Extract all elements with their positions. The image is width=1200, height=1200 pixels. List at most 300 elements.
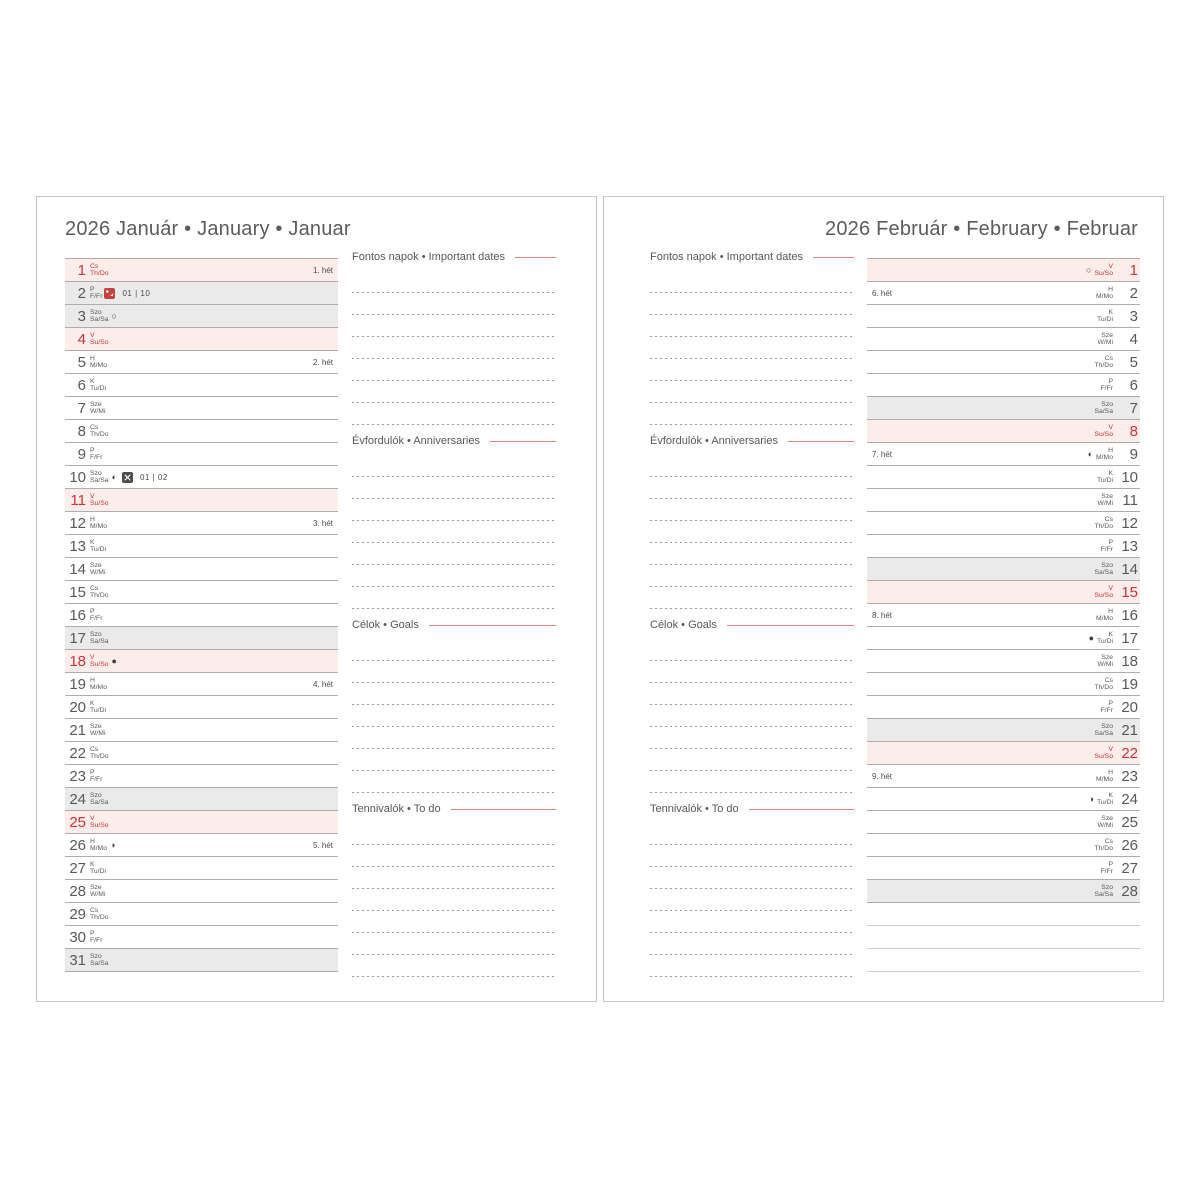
- day-abbrev-hu: P: [1108, 700, 1113, 707]
- month-title-january: 2026 Január • January • Januar: [65, 218, 351, 240]
- day-abbreviation: [90, 424, 109, 438]
- note-line: [352, 565, 556, 587]
- day-abbrev-en-de: W/Mi: [1097, 661, 1113, 668]
- note-line: [650, 359, 854, 381]
- day-abbrev-en-de: Th/Do: [1094, 684, 1113, 691]
- day-abbreviation: [90, 608, 102, 622]
- day-abbreviation: [1094, 838, 1113, 852]
- section-goals: [352, 611, 556, 795]
- day-number: 13: [69, 537, 86, 555]
- note-line: [650, 477, 854, 499]
- day-number: 1: [1129, 261, 1138, 279]
- calendar-day-row: [65, 604, 338, 627]
- week-number-label: 8. hét: [872, 610, 893, 620]
- day-abbrev-hu: Cs: [1104, 355, 1113, 362]
- note-line: [650, 403, 854, 425]
- day-abbrev-hu: V: [90, 493, 95, 500]
- section-label-goals: Célok • Goals: [650, 619, 717, 631]
- day-abbrev-en-de: W/Mi: [1097, 500, 1113, 507]
- day-number: 21: [1121, 721, 1138, 739]
- note-line: [352, 749, 556, 771]
- day-abbrev-en-de: Tu/Di: [1097, 638, 1113, 645]
- note-line: [352, 381, 556, 403]
- note-line: [650, 639, 854, 661]
- january-notes-column: [352, 243, 556, 979]
- planner-page-january: [36, 196, 597, 1002]
- calendar-day-row: [867, 259, 1140, 282]
- day-abbrev-hu: P: [1108, 378, 1113, 385]
- day-abbrev-hu: Sze: [1101, 815, 1113, 822]
- day-number: 11: [70, 491, 86, 509]
- day-abbrev-hu: Sze: [90, 723, 102, 730]
- section-label-anniversaries: Évfordulók • Anniversaries: [352, 435, 480, 447]
- day-abbrev-hu: Szo: [1101, 401, 1113, 408]
- day-number: 4: [77, 330, 86, 348]
- february-notes-column: [650, 243, 854, 979]
- section-label-anniversaries: Évfordulók • Anniversaries: [650, 435, 778, 447]
- day-abbreviation: [1094, 562, 1113, 576]
- calendar-day-row: [65, 443, 338, 466]
- section-rule: [727, 625, 854, 626]
- day-abbrev-en-de: Sa/Sa: [1094, 730, 1113, 737]
- day-abbreviation: [1097, 631, 1113, 645]
- empty-row: [867, 949, 1140, 972]
- day-abbrev-en-de: Sa/Sa: [1094, 569, 1113, 576]
- day-abbrev-hu: V: [1108, 585, 1113, 592]
- day-abbrev-hu: Szo: [90, 792, 102, 799]
- day-abbreviation: [90, 792, 109, 806]
- day-number: 25: [69, 813, 86, 831]
- day-abbrev-hu: V: [1108, 263, 1113, 270]
- calendar-day-row: [867, 466, 1140, 489]
- swap-date-label: 01 | 10: [122, 288, 151, 298]
- day-number: 2: [1129, 284, 1138, 302]
- note-line: [352, 315, 556, 337]
- calendar-day-row: [867, 374, 1140, 397]
- day-abbrev-en-de: Th/Do: [90, 431, 109, 438]
- note-line: [650, 889, 854, 911]
- week-number-label: 1. hét: [312, 265, 333, 275]
- day-number: 12: [1121, 514, 1138, 532]
- calendar-day-row: [65, 397, 338, 420]
- note-line: [650, 705, 854, 727]
- calendar-day-row: [65, 696, 338, 719]
- calendar-day-row: [867, 305, 1140, 328]
- section-rule: [788, 441, 854, 442]
- calendar-day-row: [65, 374, 338, 397]
- calendar-day-row: [65, 650, 338, 673]
- day-abbrev-en-de: Tu/Di: [90, 546, 106, 553]
- calendar-day-row: [65, 282, 338, 305]
- day-abbreviation: [90, 677, 107, 691]
- day-abbreviation: [90, 516, 107, 530]
- note-line: [650, 455, 854, 477]
- moon-last-icon: ◐: [111, 471, 117, 482]
- day-abbrev-en-de: Sa/Sa: [90, 799, 109, 806]
- day-abbrev-en-de: F/Fr: [1100, 385, 1113, 392]
- section-rule: [429, 625, 556, 626]
- day-number: 18: [1121, 652, 1138, 670]
- calendar-day-row: [65, 903, 338, 926]
- moon-new-icon: ●: [111, 655, 117, 666]
- week-number-label: 6. hét: [872, 288, 893, 298]
- week-number-label: 7. hét: [872, 449, 893, 459]
- day-number: 29: [69, 905, 86, 923]
- day-number: 7: [1129, 399, 1138, 417]
- day-abbrev-en-de: Th/Do: [1094, 523, 1113, 530]
- calendar-day-row: [867, 788, 1140, 811]
- day-number: 7: [77, 399, 86, 417]
- section-rule: [490, 441, 556, 442]
- note-line: [650, 337, 854, 359]
- note-line: [650, 727, 854, 749]
- day-abbreviation: [1094, 746, 1113, 760]
- calendar-day-row: [65, 742, 338, 765]
- day-abbreviation: [90, 907, 109, 921]
- day-number: 13: [1121, 537, 1138, 555]
- calendar-day-row: [867, 351, 1140, 374]
- note-line: [352, 867, 556, 889]
- day-abbreviation: [90, 263, 109, 277]
- day-abbrev-en-de: F/Fr: [90, 937, 103, 944]
- calendar-day-row: [65, 673, 338, 696]
- day-abbreviation: [90, 286, 102, 300]
- note-line: [650, 661, 854, 683]
- day-abbrev-en-de: Tu/Di: [1097, 799, 1113, 806]
- note-line: [650, 315, 854, 337]
- day-number: 28: [69, 882, 86, 900]
- january-day-grid: [65, 258, 338, 972]
- calendar-day-row: [867, 857, 1140, 880]
- day-number: 24: [1121, 790, 1138, 808]
- day-abbrev-hu: Sze: [1101, 332, 1113, 339]
- day-number: 4: [1129, 330, 1138, 348]
- day-abbrev-en-de: Su/So: [90, 661, 109, 668]
- moon-last-icon: ◐: [1087, 448, 1093, 459]
- week-number-label: 2. hét: [312, 357, 333, 367]
- day-number: 27: [69, 859, 86, 877]
- day-abbrev-en-de: F/Fr: [1100, 707, 1113, 714]
- february-day-grid: [867, 258, 1140, 972]
- day-abbrev-hu: Sze: [90, 401, 102, 408]
- calendar-day-row: [867, 282, 1140, 305]
- calendar-day-row: [65, 328, 338, 351]
- note-line: [352, 455, 556, 477]
- note-line: [352, 955, 556, 977]
- day-abbrev-hu: Cs: [90, 907, 99, 914]
- day-abbrev-hu: H: [1108, 447, 1113, 454]
- day-abbreviation: [90, 355, 107, 369]
- calendar-day-row: [867, 719, 1140, 742]
- calendar-day-row: [65, 765, 338, 788]
- calendar-day-row: [65, 834, 338, 857]
- day-abbreviation: [90, 585, 109, 599]
- moon-new-icon: ●: [1088, 632, 1094, 643]
- day-abbrev-hu: Sze: [90, 562, 102, 569]
- moon-full-icon: ○: [1086, 264, 1092, 275]
- section-rule: [515, 257, 556, 258]
- note-line: [352, 271, 556, 293]
- day-abbrev-hu: V: [90, 654, 95, 661]
- note-line: [352, 845, 556, 867]
- day-abbreviation: [90, 332, 109, 346]
- day-number: 14: [1121, 560, 1138, 578]
- day-abbrev-hu: H: [1108, 286, 1113, 293]
- day-abbrev-hu: Szo: [1101, 884, 1113, 891]
- note-line: [650, 381, 854, 403]
- day-abbrev-hu: K: [1108, 309, 1113, 316]
- calendar-day-row: [65, 512, 338, 535]
- day-number: 25: [1121, 813, 1138, 831]
- day-number: 23: [69, 767, 86, 785]
- day-abbrev-en-de: Tu/Di: [1097, 477, 1113, 484]
- week-number-label: 3. hét: [312, 518, 333, 528]
- day-abbrev-en-de: W/Mi: [1097, 339, 1113, 346]
- day-abbrev-hu: Cs: [90, 746, 99, 753]
- day-number: 23: [1121, 767, 1138, 785]
- day-number: 20: [1121, 698, 1138, 716]
- day-abbrev-en-de: M/Mo: [90, 845, 107, 852]
- day-abbreviation: [1098, 493, 1113, 507]
- calendar-day-row: [65, 466, 338, 489]
- day-abbreviation: [90, 838, 107, 852]
- calendar-day-row: [867, 765, 1140, 788]
- day-abbrev-hu: H: [90, 355, 95, 362]
- note-line: [352, 587, 556, 609]
- calendar-day-row: [867, 581, 1140, 604]
- day-abbrev-hu: K: [90, 539, 95, 546]
- day-number: 19: [1121, 675, 1138, 693]
- day-abbrev-hu: Szo: [1101, 562, 1113, 569]
- note-line: [650, 867, 854, 889]
- day-abbrev-hu: K: [90, 861, 95, 868]
- section-todo: [352, 795, 556, 979]
- calendar-day-row: [65, 351, 338, 374]
- day-number: 27: [1121, 859, 1138, 877]
- calendar-day-row: [65, 305, 338, 328]
- day-abbrev-hu: Szo: [90, 470, 102, 477]
- day-abbrev-hu: K: [90, 378, 95, 385]
- day-abbrev-en-de: W/Mi: [90, 730, 106, 737]
- day-number: 16: [69, 606, 86, 624]
- calendar-day-row: [867, 420, 1140, 443]
- day-abbrev-en-de: Th/Do: [90, 270, 109, 277]
- calendar-day-row: [867, 650, 1140, 673]
- day-number: 6: [77, 376, 86, 394]
- day-abbreviation: [90, 930, 102, 944]
- day-abbrev-en-de: Sa/Sa: [90, 638, 109, 645]
- note-line: [352, 543, 556, 565]
- day-abbrev-hu: H: [90, 677, 95, 684]
- day-abbreviation: [1094, 355, 1113, 369]
- day-abbrev-hu: Cs: [1104, 677, 1113, 684]
- calendar-day-row: [867, 834, 1140, 857]
- section-anniversaries: [650, 427, 854, 611]
- calendar-day-row: [65, 535, 338, 558]
- day-abbreviation: [90, 539, 106, 553]
- day-abbreviation: [90, 769, 102, 783]
- day-abbrev-hu: Cs: [90, 263, 99, 270]
- day-number: 21: [69, 721, 86, 739]
- note-line: [650, 521, 854, 543]
- day-abbrev-hu: K: [90, 700, 95, 707]
- day-number: 22: [1121, 744, 1138, 762]
- day-abbrev-en-de: Su/So: [1094, 592, 1113, 599]
- calendar-day-row: [65, 880, 338, 903]
- day-abbrev-en-de: W/Mi: [1097, 822, 1113, 829]
- day-abbreviation: [1094, 516, 1113, 530]
- day-abbreviation: [1097, 470, 1113, 484]
- section-label-important-dates: Fontos napok • Important dates: [352, 251, 506, 263]
- day-abbreviation: [90, 654, 109, 668]
- day-number: 6: [1129, 376, 1138, 394]
- day-abbrev-hu: Sze: [1101, 654, 1113, 661]
- day-abbreviation: [90, 562, 105, 576]
- day-number: 8: [1129, 422, 1138, 440]
- day-abbrev-hu: V: [1108, 424, 1113, 431]
- day-abbreviation: [1098, 815, 1113, 829]
- day-number: 20: [69, 698, 86, 716]
- calendar-day-row: [65, 949, 338, 972]
- day-abbreviation: [1094, 677, 1113, 691]
- note-line: [352, 771, 556, 793]
- moon-first-icon: ◑: [1088, 793, 1094, 804]
- work-day-swap-icon: [122, 472, 133, 483]
- section-rule: [813, 257, 854, 258]
- day-abbrev-en-de: F/Fr: [1100, 868, 1113, 875]
- day-abbrev-en-de: Tu/Di: [1097, 316, 1113, 323]
- day-abbrev-hu: P: [90, 447, 95, 454]
- day-abbrev-en-de: Th/Do: [1094, 362, 1113, 369]
- day-abbreviation: [1094, 884, 1113, 898]
- planner-page-february: [603, 196, 1164, 1002]
- calendar-day-row: [65, 558, 338, 581]
- empty-row: [867, 903, 1140, 926]
- calendar-day-row: [867, 489, 1140, 512]
- day-number: 30: [69, 928, 86, 946]
- note-line: [650, 565, 854, 587]
- day-number: 9: [1129, 445, 1138, 463]
- day-abbrev-en-de: M/Mo: [1096, 615, 1113, 622]
- day-number: 22: [69, 744, 86, 762]
- day-number: 17: [69, 629, 86, 647]
- day-number: 15: [69, 583, 86, 601]
- day-abbrev-en-de: F/Fr: [90, 776, 103, 783]
- note-line: [352, 727, 556, 749]
- day-number: 24: [69, 790, 86, 808]
- week-number-label: 4. hét: [312, 679, 333, 689]
- day-abbrev-hu: P: [1108, 539, 1113, 546]
- day-abbrev-hu: P: [90, 286, 95, 293]
- section-label-todo: Tennivalók • To do: [650, 803, 739, 815]
- day-abbreviation: [90, 700, 106, 714]
- day-abbrev-en-de: Sa/Sa: [1094, 891, 1113, 898]
- day-abbrev-hu: Szo: [90, 953, 102, 960]
- day-abbrev-en-de: Tu/Di: [90, 868, 106, 875]
- day-abbrev-en-de: M/Mo: [1096, 454, 1113, 461]
- day-abbreviation: [1096, 608, 1113, 622]
- day-abbrev-hu: P: [1108, 861, 1113, 868]
- calendar-day-row: [867, 512, 1140, 535]
- note-line: [650, 271, 854, 293]
- day-abbrev-hu: Szo: [90, 631, 102, 638]
- day-abbrev-hu: K: [1108, 792, 1113, 799]
- day-number: 28: [1121, 882, 1138, 900]
- day-abbrev-en-de: Th/Do: [90, 914, 109, 921]
- day-number: 15: [1121, 583, 1138, 601]
- day-number: 14: [69, 560, 86, 578]
- calendar-day-row: [65, 788, 338, 811]
- day-abbrev-en-de: F/Fr: [90, 293, 103, 300]
- calendar-day-row: [867, 328, 1140, 351]
- day-number: 11: [1122, 491, 1138, 509]
- day-abbrev-en-de: W/Mi: [90, 891, 106, 898]
- calendar-day-row: [65, 581, 338, 604]
- section-rule: [451, 809, 556, 810]
- day-number: 16: [1121, 606, 1138, 624]
- day-number: 31: [69, 951, 86, 969]
- day-abbreviation: [1094, 263, 1113, 277]
- note-line: [352, 683, 556, 705]
- day-abbreviation: [90, 884, 105, 898]
- calendar-day-row: [867, 535, 1140, 558]
- note-line: [650, 499, 854, 521]
- note-line: [352, 337, 556, 359]
- day-abbrev-en-de: Sa/Sa: [90, 960, 109, 967]
- calendar-day-row: [65, 489, 338, 512]
- note-line: [352, 661, 556, 683]
- month-title-february: 2026 Február • February • Februar: [825, 218, 1138, 240]
- day-abbreviation: [1094, 585, 1113, 599]
- day-abbrev-en-de: Su/So: [1094, 753, 1113, 760]
- day-number: 10: [69, 468, 86, 486]
- day-abbrev-en-de: Th/Do: [90, 753, 109, 760]
- day-abbrev-en-de: W/Mi: [90, 569, 106, 576]
- day-abbrev-hu: H: [1108, 608, 1113, 615]
- note-line: [352, 933, 556, 955]
- day-abbrev-hu: Cs: [90, 585, 99, 592]
- day-abbrev-en-de: Th/Do: [90, 592, 109, 599]
- day-abbrev-hu: V: [90, 815, 95, 822]
- day-abbreviation: [1101, 378, 1113, 392]
- day-abbrev-en-de: Tu/Di: [90, 385, 106, 392]
- day-abbreviation: [1097, 309, 1113, 323]
- rest-day-swap-icon: [104, 288, 115, 299]
- calendar-day-row: [867, 742, 1140, 765]
- day-abbrev-hu: H: [1108, 769, 1113, 776]
- calendar-day-row: [867, 397, 1140, 420]
- day-abbreviation: [1096, 769, 1113, 783]
- note-line: [650, 845, 854, 867]
- day-abbreviation: [1094, 401, 1113, 415]
- day-abbreviation: [1094, 424, 1113, 438]
- moon-full-icon: ○: [111, 310, 117, 321]
- day-abbrev-en-de: W/Mi: [90, 408, 106, 415]
- day-abbrev-hu: V: [1108, 746, 1113, 753]
- day-abbreviation: [90, 470, 109, 484]
- day-abbrev-en-de: Su/So: [1094, 431, 1113, 438]
- day-abbreviation: [1101, 539, 1113, 553]
- day-number: 18: [69, 652, 86, 670]
- day-number: 5: [77, 353, 86, 371]
- note-line: [650, 823, 854, 845]
- day-abbrev-hu: Cs: [1104, 838, 1113, 845]
- section-important-dates: [650, 243, 854, 427]
- day-abbreviation: [1096, 447, 1113, 461]
- day-abbrev-hu: Szo: [1101, 723, 1113, 730]
- calendar-day-row: [867, 558, 1140, 581]
- day-abbrev-en-de: Su/So: [1094, 270, 1113, 277]
